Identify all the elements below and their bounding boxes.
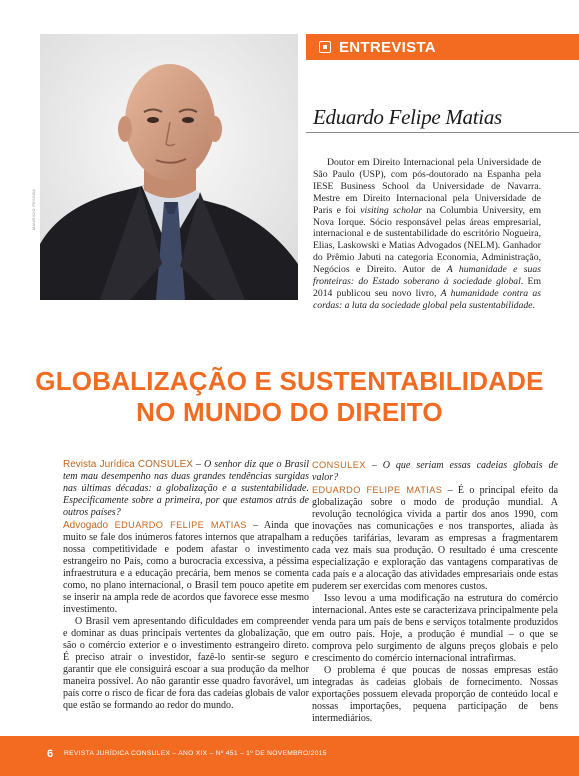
- headline-line-1: GLOBALIZAÇÃO E SUSTENTABILIDADE: [35, 366, 544, 396]
- paragraph: O problema é que poucas de nossas empresas estão integradas às cadeias globais de fornecimento. Nossas exportações possuem elevada proporção de conteúdo local e nossas importações, pequena participação de bens intermediários.: [312, 665, 558, 724]
- answer-1: Advogado EDUARDO FELIPE MATIAS – Ainda que muito se fale dos inúmeros fatores internos que atrapalham a nossa competitividade e podem afastar o investimento estrangeiro no País, como a burocracia excessiva, a péssima infraestrutura e a educação precária, bem menos se comenta como, no plano internacional, o Brasil tem pouco apetite em se inserir na ampla rede de acordos que favorece esse mesmo investimento.: [63, 520, 309, 615]
- section-label: ENTREVISTA: [339, 38, 436, 56]
- paragraph: O Brasil vem apresentando dificuldades em compreender e dominar as duas principais vertentes da globalização, que são o comércio exterior e o investimento estrangeiro direto. É preciso atrair o investidor, fazê-lo sentir-se seguro e garantir que ele consiguirá escoar a sua produção da melhor maneira possível. Ao não garantir esse quadro favorável, um país corre o risco de ficar de fora das cadeias globais de valor que estão se formando ao redor do mundo.: [63, 616, 310, 711]
- author-bio: Doutor em Direito Internacional pela Universidade de São Paulo (USP), com pós-doutorado na Espanha pela IESE Business School da Universidade de Navarra. Mestre em Direito Internacional pela Universidade de Paris e foi visiting scholar na Columbia University, em Nova Iorque. Sócio responsável pelas áreas empresarial, internacional e de sustentabilidade do escritório Nogueira, Elias, Laskowski e Matias Advogados (NELM). Ganhador do Prêmio Jabuti na categoria Economia, Administração, Negócios e Direito. Autor de A humanidade e suas fronteiras: do Estado soberano à sociedade global. Em 2014 publicou seu novo livro, A humanidade contra as cordas: a luta da sociedade global pela sustentabilidade.: [313, 157, 542, 311]
- section-header: [306, 34, 579, 60]
- interviewee-label: EDUARDO FELIPE MATIAS: [312, 485, 443, 495]
- author-photo: [40, 34, 298, 300]
- footer-publication: REVISTA JURÍDICA CONSULEX – ANO XIX – Nº 451 – 1º DE NOVEMBRO/2015: [64, 750, 327, 757]
- paragraph: Isso levou a uma modificação na estrutura do comércio internacional. Antes este se caracterizava principalmente pela venda para um país de bens e serviços totalmente produzidos em outro país. Hoje, a produção é mundial – o que se comprova pelo surgimento de alguns preços globais e pelo crescimento do comércio internacional intrafirmas.: [312, 593, 558, 664]
- article-headline: [0, 366, 579, 428]
- interviewer-label: CONSULEX: [312, 460, 366, 470]
- article-column-right: [312, 459, 558, 725]
- headline-line-2: NO MUNDO DO DIREITO: [136, 397, 443, 427]
- photo-credit: MAURICIO PESSOA: [32, 188, 36, 230]
- divider: [306, 132, 579, 133]
- answer-2: EDUARDO FELIPE MATIAS – É o principal efeito da globalização sobre o modo de produção mundial. A revolução tecnológica vivida a partir dos anos 1990, com inovações nas comunicações e nos transportes, aliada às reduções tarifárias, levaram as empresas a fragmentarem cada vez mais sua produção. O resultado é uma crescente especialização e exploração das vantagens comparativas de cada país e a alocação das atividades empresariais onde estas puderem ser exercidas com menores custos.: [312, 485, 559, 592]
- article-column-left: [63, 459, 309, 712]
- interviewer-label: Revista Jurídica CONSULEX: [63, 459, 193, 470]
- square-bullet-icon: [319, 41, 331, 53]
- question-1: Revista Jurídica CONSULEX – O senhor diz que o Brasil tem mau desempenho nas duas grandes tendências surgidas nas últimas décadas: a globalização e a sustentabilidade. Especificamente sobre a primeira, por que estamos atrás de outros países?: [63, 459, 310, 518]
- interviewee-label: EDUARDO FELIPE MATIAS: [114, 520, 247, 530]
- portrait-image: [40, 34, 298, 300]
- author-name: Eduardo Felipe Matias: [313, 105, 502, 129]
- page-number: 6: [47, 748, 54, 760]
- question-2: CONSULEX – O que seriam essas cadeias globais de valor?: [312, 460, 558, 483]
